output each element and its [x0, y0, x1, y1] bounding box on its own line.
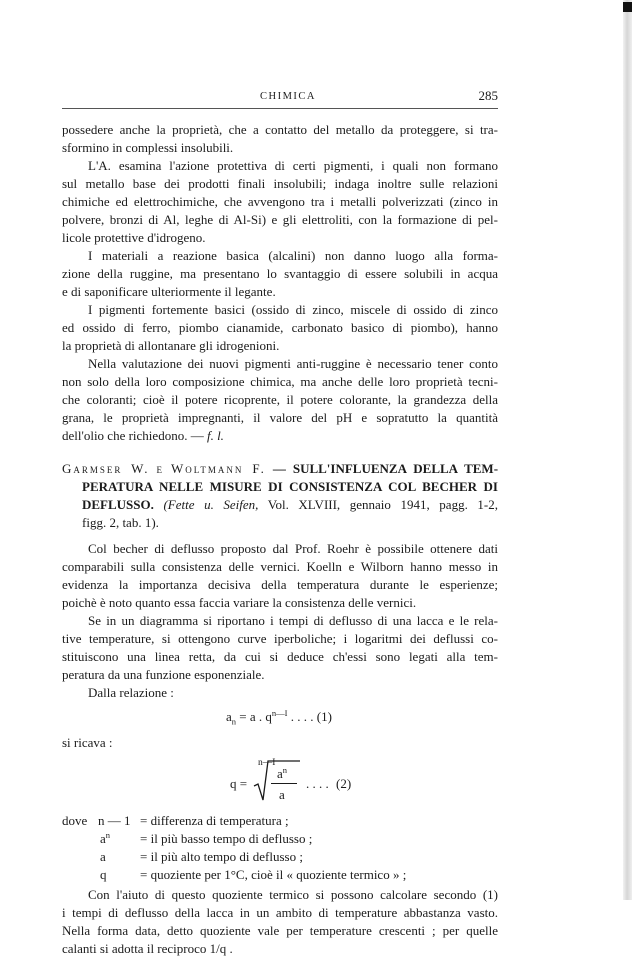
text-line: Col becher di deflusso proposto dal Prof. Roehr è possibile ottenere dati — [88, 541, 498, 556]
text-line: poichè è noto quanto essa faccia variare la consistenza delle vernici. — [62, 595, 417, 610]
equation-number: (1) — [316, 709, 332, 724]
article-title: — SULL'INFLUENZA DELLA TEM- — [272, 461, 499, 476]
scan-page-edge — [623, 0, 632, 900]
article-title: DEFLUSSO. — [82, 497, 154, 512]
text-line: sul metallo base dei prodotti finali insolubili; indaga inoltre sulle relazioni — [62, 176, 498, 191]
header-rule — [62, 108, 498, 109]
definition-text: = il più basso tempo di deflusso ; — [140, 831, 313, 846]
article-title: PERATURA NELLE MISURE DI CONSISTENZA COL BECHER DI — [82, 479, 498, 494]
text-fragment: dell'olio che richiedono. — — [62, 428, 204, 443]
equation-1 — [226, 708, 332, 731]
citation-details: figg. 2, tab. 1). — [82, 515, 159, 530]
text-line: polvere, bronzi di Al, leghe di Al-Si) e gli elettroliti, con la formazione di pel- — [62, 212, 498, 227]
text-line: possedere anche la proprietà, che a contatto del metallo da proteggere, si tra- — [62, 122, 498, 137]
definition-text: = il più alto tempo di deflusso ; — [140, 849, 303, 864]
text-line: la proprietà di allontanare gli idrogenioni. — [62, 338, 280, 353]
text-line: comparabili sulla consistenza delle vernici. Koelln e Wilborn hanno messo in — [62, 559, 498, 574]
equation-dots: . . . . — [290, 709, 314, 724]
author-conjunction: e — [156, 461, 164, 476]
equation-dots: . . . . — [306, 776, 329, 791]
text-fragment: calanti si adotta il reciproco — [62, 941, 207, 956]
equation-term: a — [100, 831, 106, 846]
author-name: Garmser W. — [62, 461, 150, 476]
page-header — [62, 88, 498, 106]
citation-details: Vol. XLVIII, gennaio 1941, pagg. 1-2, — [267, 497, 498, 512]
equation-subscript: n — [231, 716, 237, 727]
text-line: zione della ruggine, ma presentano lo svantaggio di essere solubili in acqua — [62, 266, 498, 281]
text-line: Nella forma data, detto quoziente vale per temperature crescenti ; per quelle — [62, 923, 498, 938]
equation-number: (2) — [336, 776, 352, 791]
text-line: evidenza la importanza decisiva della temperatura durante le esperienze; — [62, 577, 498, 592]
text-line: Dalla relazione : — [88, 685, 174, 700]
text-line: calanti si adotta il reciproco 1/q . — [62, 941, 233, 956]
text-line: licole protettive d'idrogeno. — [62, 230, 206, 245]
fraction-denominator: q — [219, 941, 227, 956]
text-line: si ricava : — [62, 735, 113, 750]
text-line: ed ossido di ferro, piombo cianamide, carbonato basico di piombo), hanno — [62, 320, 498, 335]
equation-exponent: n — [282, 765, 288, 775]
definition-symbol — [100, 830, 110, 848]
text-line: tive temperature, si ottengono curve iperboliche; i logaritmi dei deflussi co- — [62, 631, 498, 646]
fraction-numerator: 1 — [209, 941, 217, 956]
root-index: n—I — [258, 758, 276, 768]
author-initials: f. l. — [206, 428, 224, 443]
text-line: che coloranti; cioè il potere ricoprente, il potere colorante, la grandezza della — [62, 392, 498, 407]
fraction-bar — [271, 783, 297, 784]
text-line: Se in un diagramma si riportano i tempi di deflusso di una lacca e le rela- — [88, 613, 498, 628]
text-line: sformino in complessi insolubili. — [62, 140, 234, 155]
text-line: I materiali a reazione basica (alcalini) non danno luogo alla forma- — [88, 248, 498, 263]
journal-name: (Fette u. Seifen, — [163, 497, 259, 512]
definition-text: = differenza di temperatura ; — [140, 813, 289, 828]
fraction-denominator: a — [279, 787, 285, 802]
text-line: Nella valutazione dei nuovi pigmenti anti-ruggine è necessario tener conto — [88, 356, 498, 371]
fraction-numerator — [277, 765, 287, 783]
text-line: chimiche ed elettrochimiche, che avvengono tra i metalli polverizzati (zinco in — [62, 194, 498, 209]
page-number: 285 — [478, 88, 498, 103]
equation-term: a — [226, 709, 232, 724]
text-line: grana, le proprietà impregnanti, il valore del pH e sopratutto la quantità — [62, 410, 498, 425]
text-line: L'A. esamina l'azione protettiva di certi pigmenti, i quali non formano — [88, 158, 498, 173]
article-heading-line — [62, 460, 498, 478]
text-line: i tempi di deflusso della lacca in un ambito di temperature abbastanza vasto. — [62, 905, 498, 920]
equation-term: q = — [230, 776, 248, 791]
equation-term: = a . q — [239, 709, 272, 724]
definition-symbol: q — [100, 867, 107, 882]
author-name: Woltmann F. — [170, 461, 266, 476]
text-line — [62, 427, 498, 445]
text-line: Con l'aiuto di questo quoziente termico si possono calcolare secondo (1) — [88, 887, 498, 902]
text-line: stituiscono una linea retta, da cui si deduce ch'essi sono legati alla tem- — [62, 649, 498, 664]
definition-symbol: a — [100, 849, 106, 864]
text-line: e di saponificare ulteriormente il legante. — [62, 284, 276, 299]
equation-exponent: n—I — [271, 708, 288, 718]
text-line: peratura da una funzione esponenziale. — [62, 667, 265, 682]
definition-lead: dove — [62, 813, 88, 828]
equation-term: a — [277, 766, 283, 781]
scan-edge-mark — [623, 2, 632, 12]
running-head: CHIMICA — [260, 91, 317, 102]
text-line: non solo della loro composizione chimica, ma anche delle loro proprietà tecni- — [62, 374, 498, 389]
definition-symbol: n — 1 — [98, 813, 131, 828]
definition-text: = quoziente per 1°C, cioè il « quoziente termico » ; — [140, 867, 407, 882]
text-fragment: . — [229, 941, 233, 956]
equation-exponent: n — [105, 830, 111, 840]
article-citation — [82, 496, 498, 514]
text-line: I pigmenti fortemente basici (ossido di zinco, miscele di ossido di zinco — [88, 302, 498, 317]
